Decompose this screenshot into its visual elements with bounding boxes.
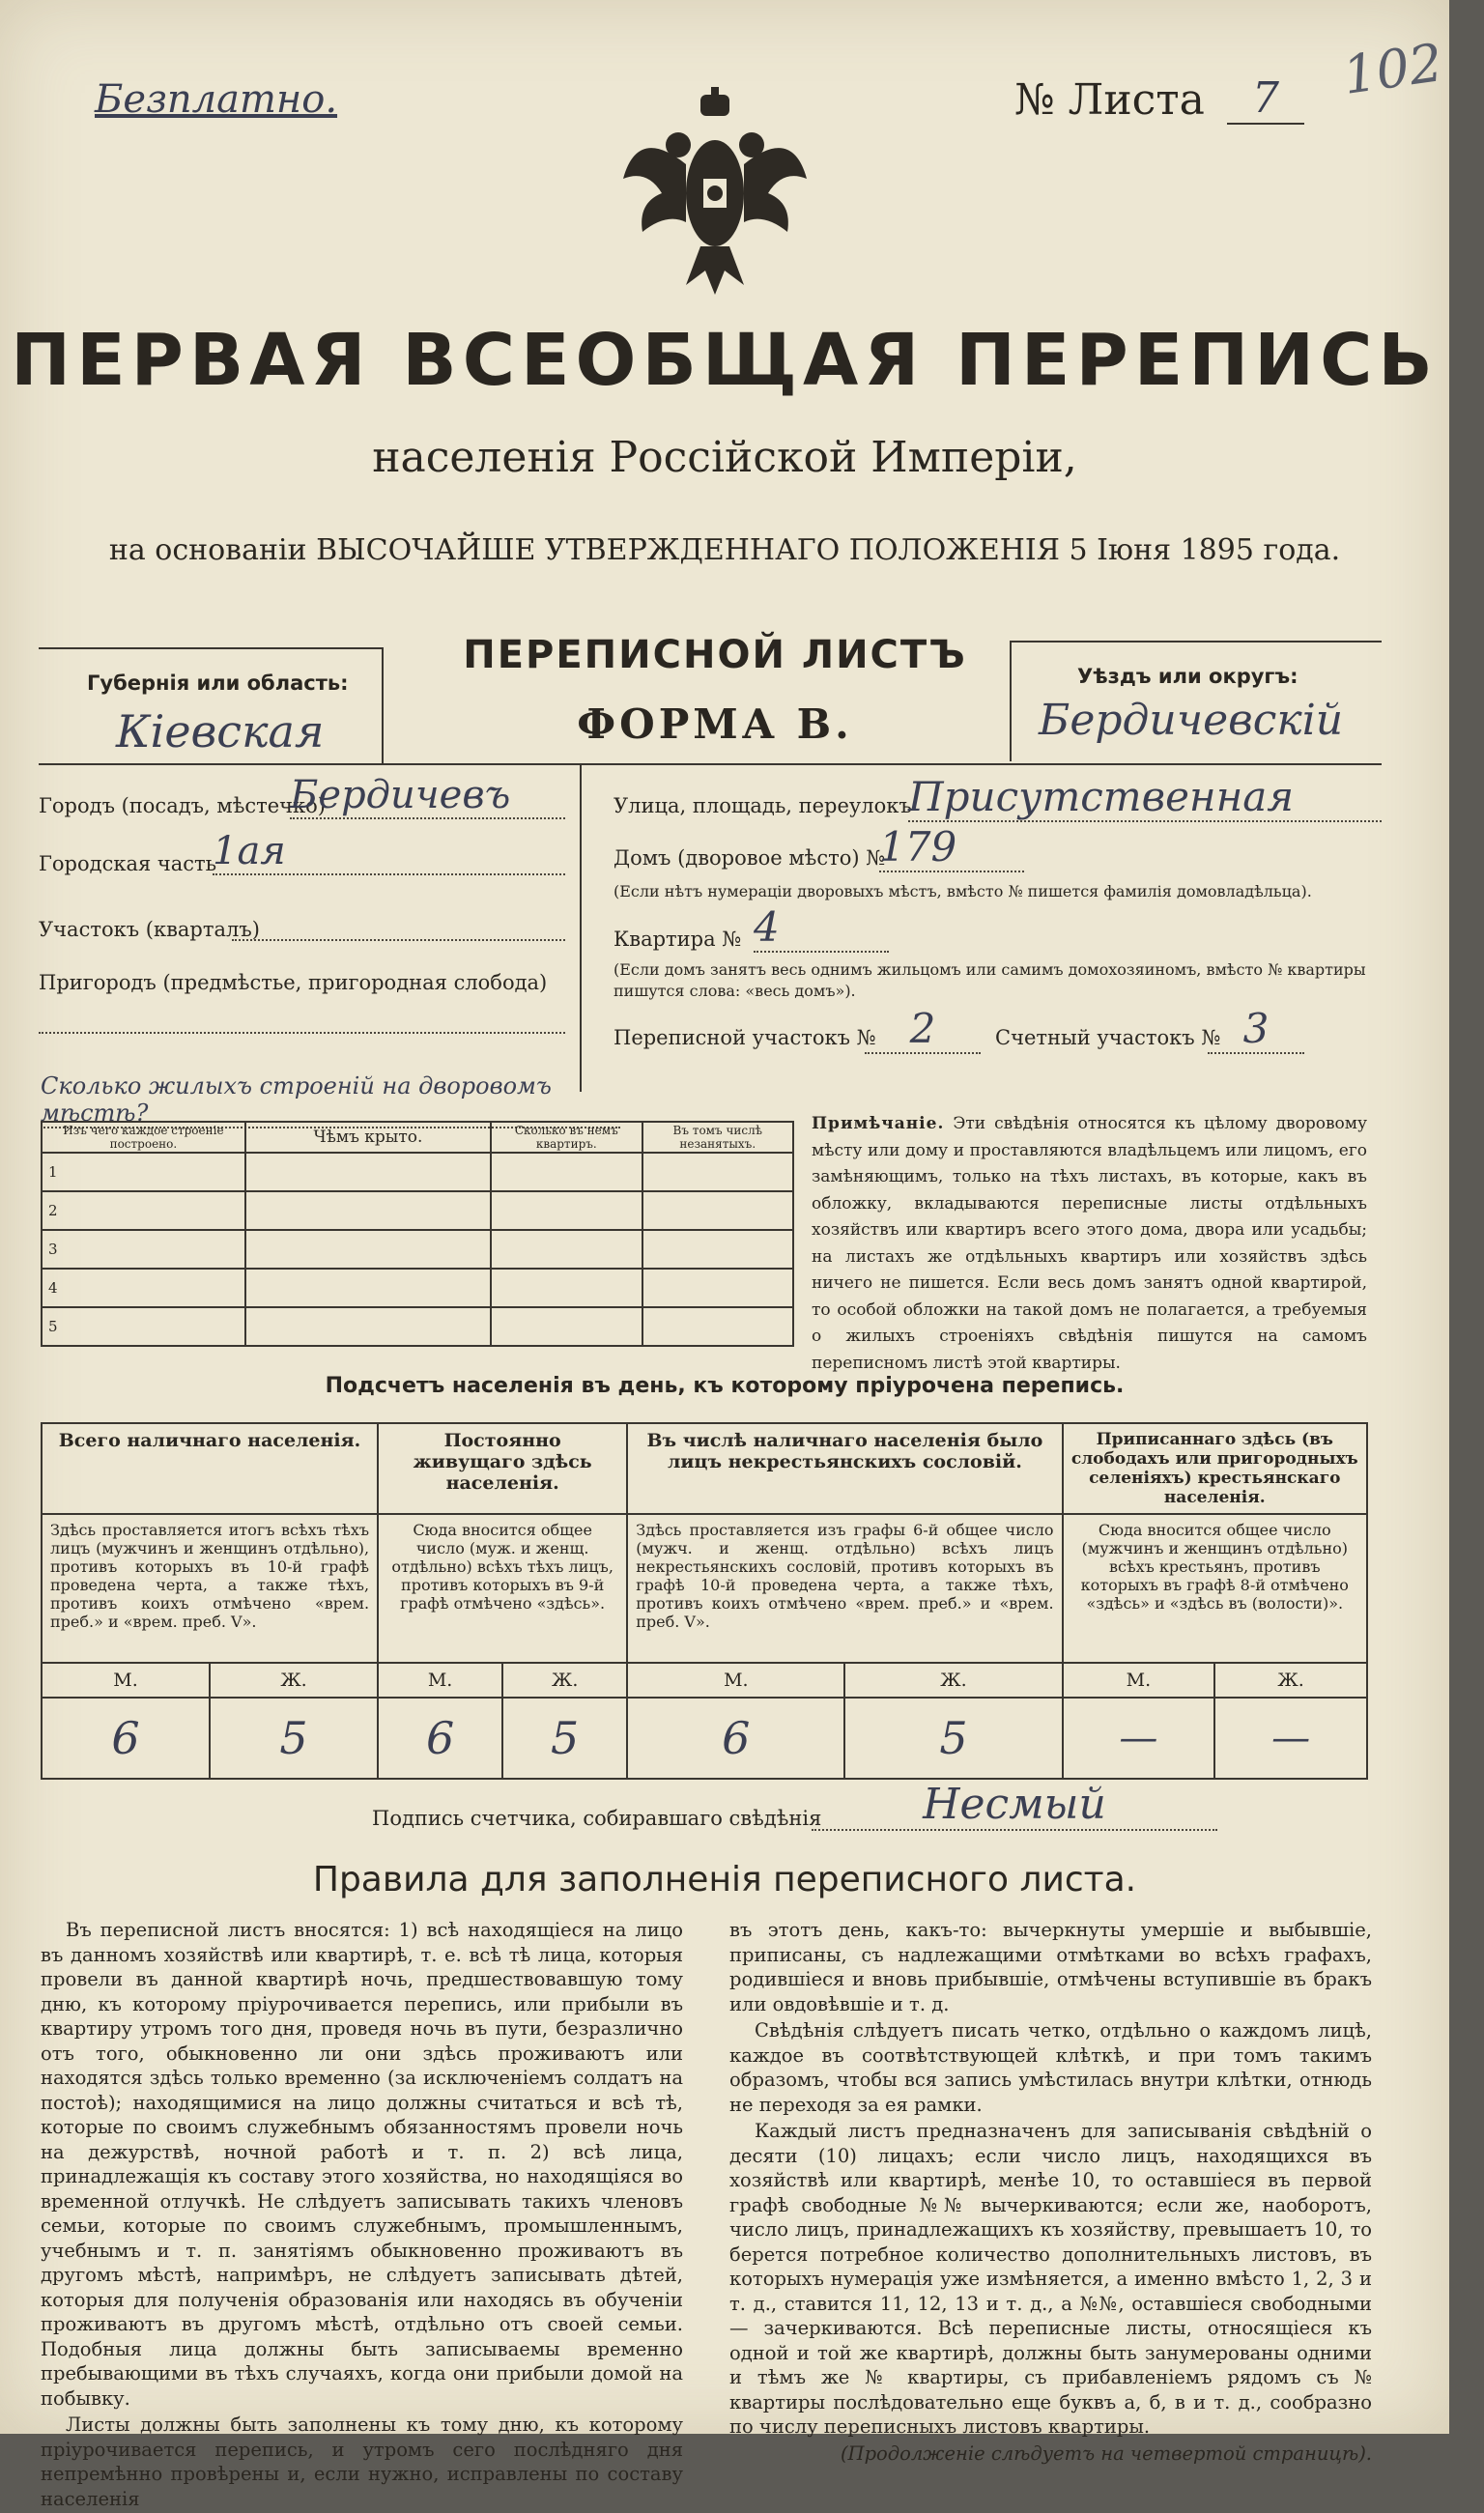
pop-col1-m-value: 6 [42,1698,210,1779]
census-decree: на основаніи ВЫСОЧАЙШЕ УТВЕРЖДЕННАГО ПОЛОЖЕНІЯ 5 Іюня 1895 года. [108,533,1341,567]
rules-column-1 [41,1918,683,2513]
pop-col2-f-value: 5 [502,1698,627,1779]
buildings-row-4: 4 [42,1269,245,1307]
rules-col1-para-2: Листы должны быть заполнены къ тому дню, къ которому пріурочивается перепись, и утромъ сего послѣдняго дня непремѣнно провѣрены и, если нужно, исправлены по составу населенія [41,2413,683,2510]
form-name: ПЕРЕПИСНОЙ ЛИСТЪ [463,633,967,677]
pop-col2-f-label: Ж. [502,1663,627,1698]
buildings-note-text: Эти свѣдѣнія относятся къ цѣлому дворовому мѣсту или дому и проставляются владѣльцемъ или лицомъ, его замѣняющимъ, только на тѣхъ листахъ, въ которые, какъ въ обложку, вкладываются переписные листы отдѣльныхъ хозяйствъ или квартиръ всего этого дома, двора или усадьбы; на листахъ же отдѣльныхъ квартиръ или хозяйствъ здѣсь ничего не пишется. Если весь домъ занятъ одной квартирой, то особой обложки на такой домъ не полагается, а требуемыя о жилыхъ строеніяхъ свѣдѣнія пишутся на самомъ переписномъ листѣ этой квартиры. [812,1114,1368,1373]
buildings-header-apartments: Сколько въ немъ квартиръ. [491,1122,642,1153]
buildings-table [41,1121,794,1347]
buildings-row-2: 2 [42,1191,245,1230]
province-value: Кіевская [116,705,325,757]
buildings-row-3: 3 [42,1230,245,1269]
pop-col3-f-value: 5 [844,1698,1062,1779]
buildings-header-material: Изъ чего каждое строеніе построено. [42,1122,245,1153]
rules-heading: Правила для заполненія переписного листа. [312,1860,1137,1899]
signature-label: Подпись счетчика, собиравшаго свѣдѣнія [372,1807,822,1830]
street-label: Улица, площадь, переулокъ [614,794,912,817]
apartment-note: (Если домъ занятъ весь однимъ жильцомъ или самимъ домохозяиномъ, вмѣсто № квартиры пишутся слова: «весь домъ»). [614,960,1366,1000]
buildings-row-1: 1 [42,1153,245,1191]
census-area-value: 2 [865,1005,981,1054]
pop-col3-desc: Здѣсь проставляется изъ графы 6-й общее число (мужч. и женщ. отдѣльно) всѣхъ лицъ некрестьянскихъ сословій, противъ которыхъ въ графѣ 10-й проведена черта, а также тѣхъ, противъ коихъ отмѣчено «врем. преб.» и «врем. преб. V». [627,1514,1062,1663]
pop-col4-title: Приписаннаго здѣсь (въ слободахъ или пригородныхъ селеніяхъ) крестьянскаго населенія. [1063,1423,1367,1514]
rules-col2-para-1: въ этотъ день, какъ-то: вычеркнуты умершіе и выбывшіе, приписаны, съ надлежащими отмѣтками во всѣхъ графахъ, родившіеся и вновь прибывшіе, отмѣчены вступившіе въ бракъ или овдовѣвшіе и т. д. [729,1919,1372,2015]
buildings-header-vacant: Въ томъ числѣ незанятыхъ. [642,1122,793,1153]
census-subtitle: населенія Россійской Имперіи, [372,433,1077,482]
rules-col1-para-1: Въ переписной листъ вносятся: 1) всѣ находящіеся на лицо въ данномъ хозяйствѣ или квартирѣ, т. е. всѣ тѣ лица, которыя провели въ данной квартирѣ ночь, предшествовавшую тому дню, къ которому пріурочивается перепись, или прибыли въ квартиру утромъ того дня, проведя ночь въ пути, безразлично отъ того, обыкновенно ли они здѣсь проживаютъ или находятся здѣсь только временно (за исключеніемъ солдатъ на постоѣ); находящимися на лицо должны считаться и всѣ тѣ, которые по своимъ служебнымъ обязанностямъ провели ночь на дежурствѣ, ночной работѣ и т. п. 2) всѣ лица, принадлежащія къ составу этого хозяйства, но находящіяся во временной отлучкѣ. Не слѣдуетъ записывать такихъ членовъ семьи, которые по своимъ служебнымъ, промышленнымъ, учебнымъ и т. п. занятіямъ обыкновенно проживаютъ въ другомъ мѣстѣ, напримѣръ, не слѣдуетъ записывать дѣтей, которыя для полученія образованія или находясь въ обученіи проживаютъ въ другомъ мѣстѣ, отдѣльно отъ своей семьи. Подобныя лица должны быть записываемы временно пребывающими въ тѣхъ случаяхъ, когда они прибыли домой на побывку. [41,1919,683,2410]
district-label: Уѣздъ или округъ: [1077,665,1298,688]
sheet-number-label: № Листа [1014,75,1205,125]
rules-column-2 [729,1918,1372,2468]
buildings-question: Сколько жилыхъ строеній на дворовомъ мѣстѣ? [41,1072,620,1128]
count-area-label: Счетный участокъ № [995,1026,1221,1049]
buildings-note [812,1111,1367,1377]
pop-col1-desc: Здѣсь проставляется итогъ всѣхъ тѣхъ лицъ (мужчинъ и женщинъ отдѣльно), противъ которыхъ въ 10-й графѣ проведена черта, а также тѣхъ, противъ коихъ отмѣчено «врем. преб.» и «врем. преб. V». [42,1514,378,1663]
pop-col2-title: Постоянно живущаго здѣсь населенія. [378,1423,627,1514]
buildings-row-5: 5 [42,1307,245,1346]
suburb-label: Пригородъ (предмѣстье, пригородная слобода) [39,971,548,994]
pop-col4-m-value: — [1063,1698,1215,1779]
sheet-number-value: 7 [1227,73,1304,125]
apartment-value: 4 [754,903,889,953]
city-label: Городъ (посадъ, мѣстечко) [39,794,327,817]
pop-col1-m-label: М. [42,1663,210,1698]
district-value: Бердичевскій [1039,696,1344,745]
pop-col2-m-label: М. [378,1663,502,1698]
pop-col2-m-value: 6 [378,1698,502,1779]
census-title: ПЕРВАЯ ВСЕОБЩАЯ ПЕРЕПИСЬ [11,319,1439,402]
rules-continued: (Продолженіе слѣдуетъ на четвертой страницѣ). [840,2442,1372,2465]
pop-col4-desc: Сюда вносится общее число (мужчинъ и женщинъ отдѣльно) всѣхъ крестьянъ, противъ которыхъ въ графѣ 8-й отмѣчено «здѣсь» и «здѣсь въ (волости)». [1063,1514,1367,1663]
province-label: Губернія или область: [87,671,349,695]
pop-col3-title: Въ числѣ наличнаго населенія было лицъ некрестьянскихъ сословій. [627,1423,1062,1514]
block-field [232,939,565,941]
pop-col4-f-value: — [1214,1698,1367,1779]
pop-col1-f-value: 5 [210,1698,378,1779]
buildings-note-title: Примѣчаніе. [812,1114,945,1133]
pop-col1-f-label: Ж. [210,1663,378,1698]
suburb-field [39,1032,565,1034]
archive-number: 102 [1339,32,1446,106]
street-value: Присутственная [908,773,1382,822]
city-part-value: 1ая [213,829,565,875]
pop-col3-f-label: Ж. [844,1663,1062,1698]
free-label: Безплатно. [95,77,338,122]
city-part-label: Городская часть [39,852,217,875]
pop-col3-m-value: 6 [627,1698,844,1779]
signature-value: Несмый [812,1780,1217,1831]
buildings-header-roof: Чѣмъ крыто. [245,1122,491,1153]
city-value: Бердичевъ [290,773,565,819]
house-note: (Если нѣтъ нумераціи дворовыхъ мѣстъ, вмѣсто № пишется фамилія домовладѣльца). [614,882,1312,900]
pop-col3-m-label: М. [627,1663,844,1698]
pop-col1-title: Всего наличнаго населенія. [42,1423,378,1514]
population-table [41,1422,1368,1780]
house-label: Домъ (дворовое мѣсто) № [614,846,886,870]
census-area-label: Переписной участокъ № [614,1026,876,1049]
house-value: 179 [879,823,1024,872]
count-area-value: 3 [1208,1005,1304,1054]
apartment-label: Квартира № [614,928,742,951]
rules-col2-para-3: Каждый листъ предназначенъ для записыванія свѣдѣній о десяти (10) лицахъ; если число лицъ, находящихся въ хозяйствѣ или квартирѣ, менѣе 10, то оставшіеся въ первой графѣ свободные №№ вычеркиваются; если же, наоборотъ, число лицъ, принадлежащихъ къ хозяйству, превышаетъ 10, то берется потребное количество дополнительныхъ листовъ, въ которыхъ нумерація уже измѣняется, а именно вмѣсто 1, 2, 3 и т. д., ставится 11, 12, 13 и т. д., а №№, оставшіеся свободными — зачеркиваются. Всѣ переписные листы, относящіеся къ одной и той же квартирѣ, должны быть занумерованы одними и тѣмъ же № квартиры, съ прибавленіемъ рядомъ съ № квартиры послѣдовательно еще буквъ а, б, в и т. д., сообразно по числу переписныхъ листовъ квартиры. [729,2120,1372,2438]
pop-col4-f-label: Ж. [1214,1663,1367,1698]
block-label: Участокъ (кварталъ) [39,918,260,941]
rules-col2-para-2: Свѣдѣнія слѣдуетъ писать четко, отдѣльно о каждомъ лицѣ, каждое въ соотвѣтствующей клѣткѣ, и при томъ такимъ образомъ, чтобы вся запись умѣстилась внутри клѣтки, отнюдь не переходя за ея рамки. [729,2019,1372,2116]
double-headed-eagle-icon [618,87,812,300]
population-heading: Подсчетъ населенія въ день, къ которому пріурочена перепись. [325,1374,1125,1398]
form-type: ФОРМА В. [577,700,853,748]
pop-col4-m-label: М. [1063,1663,1215,1698]
pop-col2-desc: Сюда вносится общее число (муж. и женщ. отдѣльно) всѣхъ тѣхъ лицъ, противъ которыхъ въ 9-й графѣ отмѣчено «здѣсь». [378,1514,627,1663]
